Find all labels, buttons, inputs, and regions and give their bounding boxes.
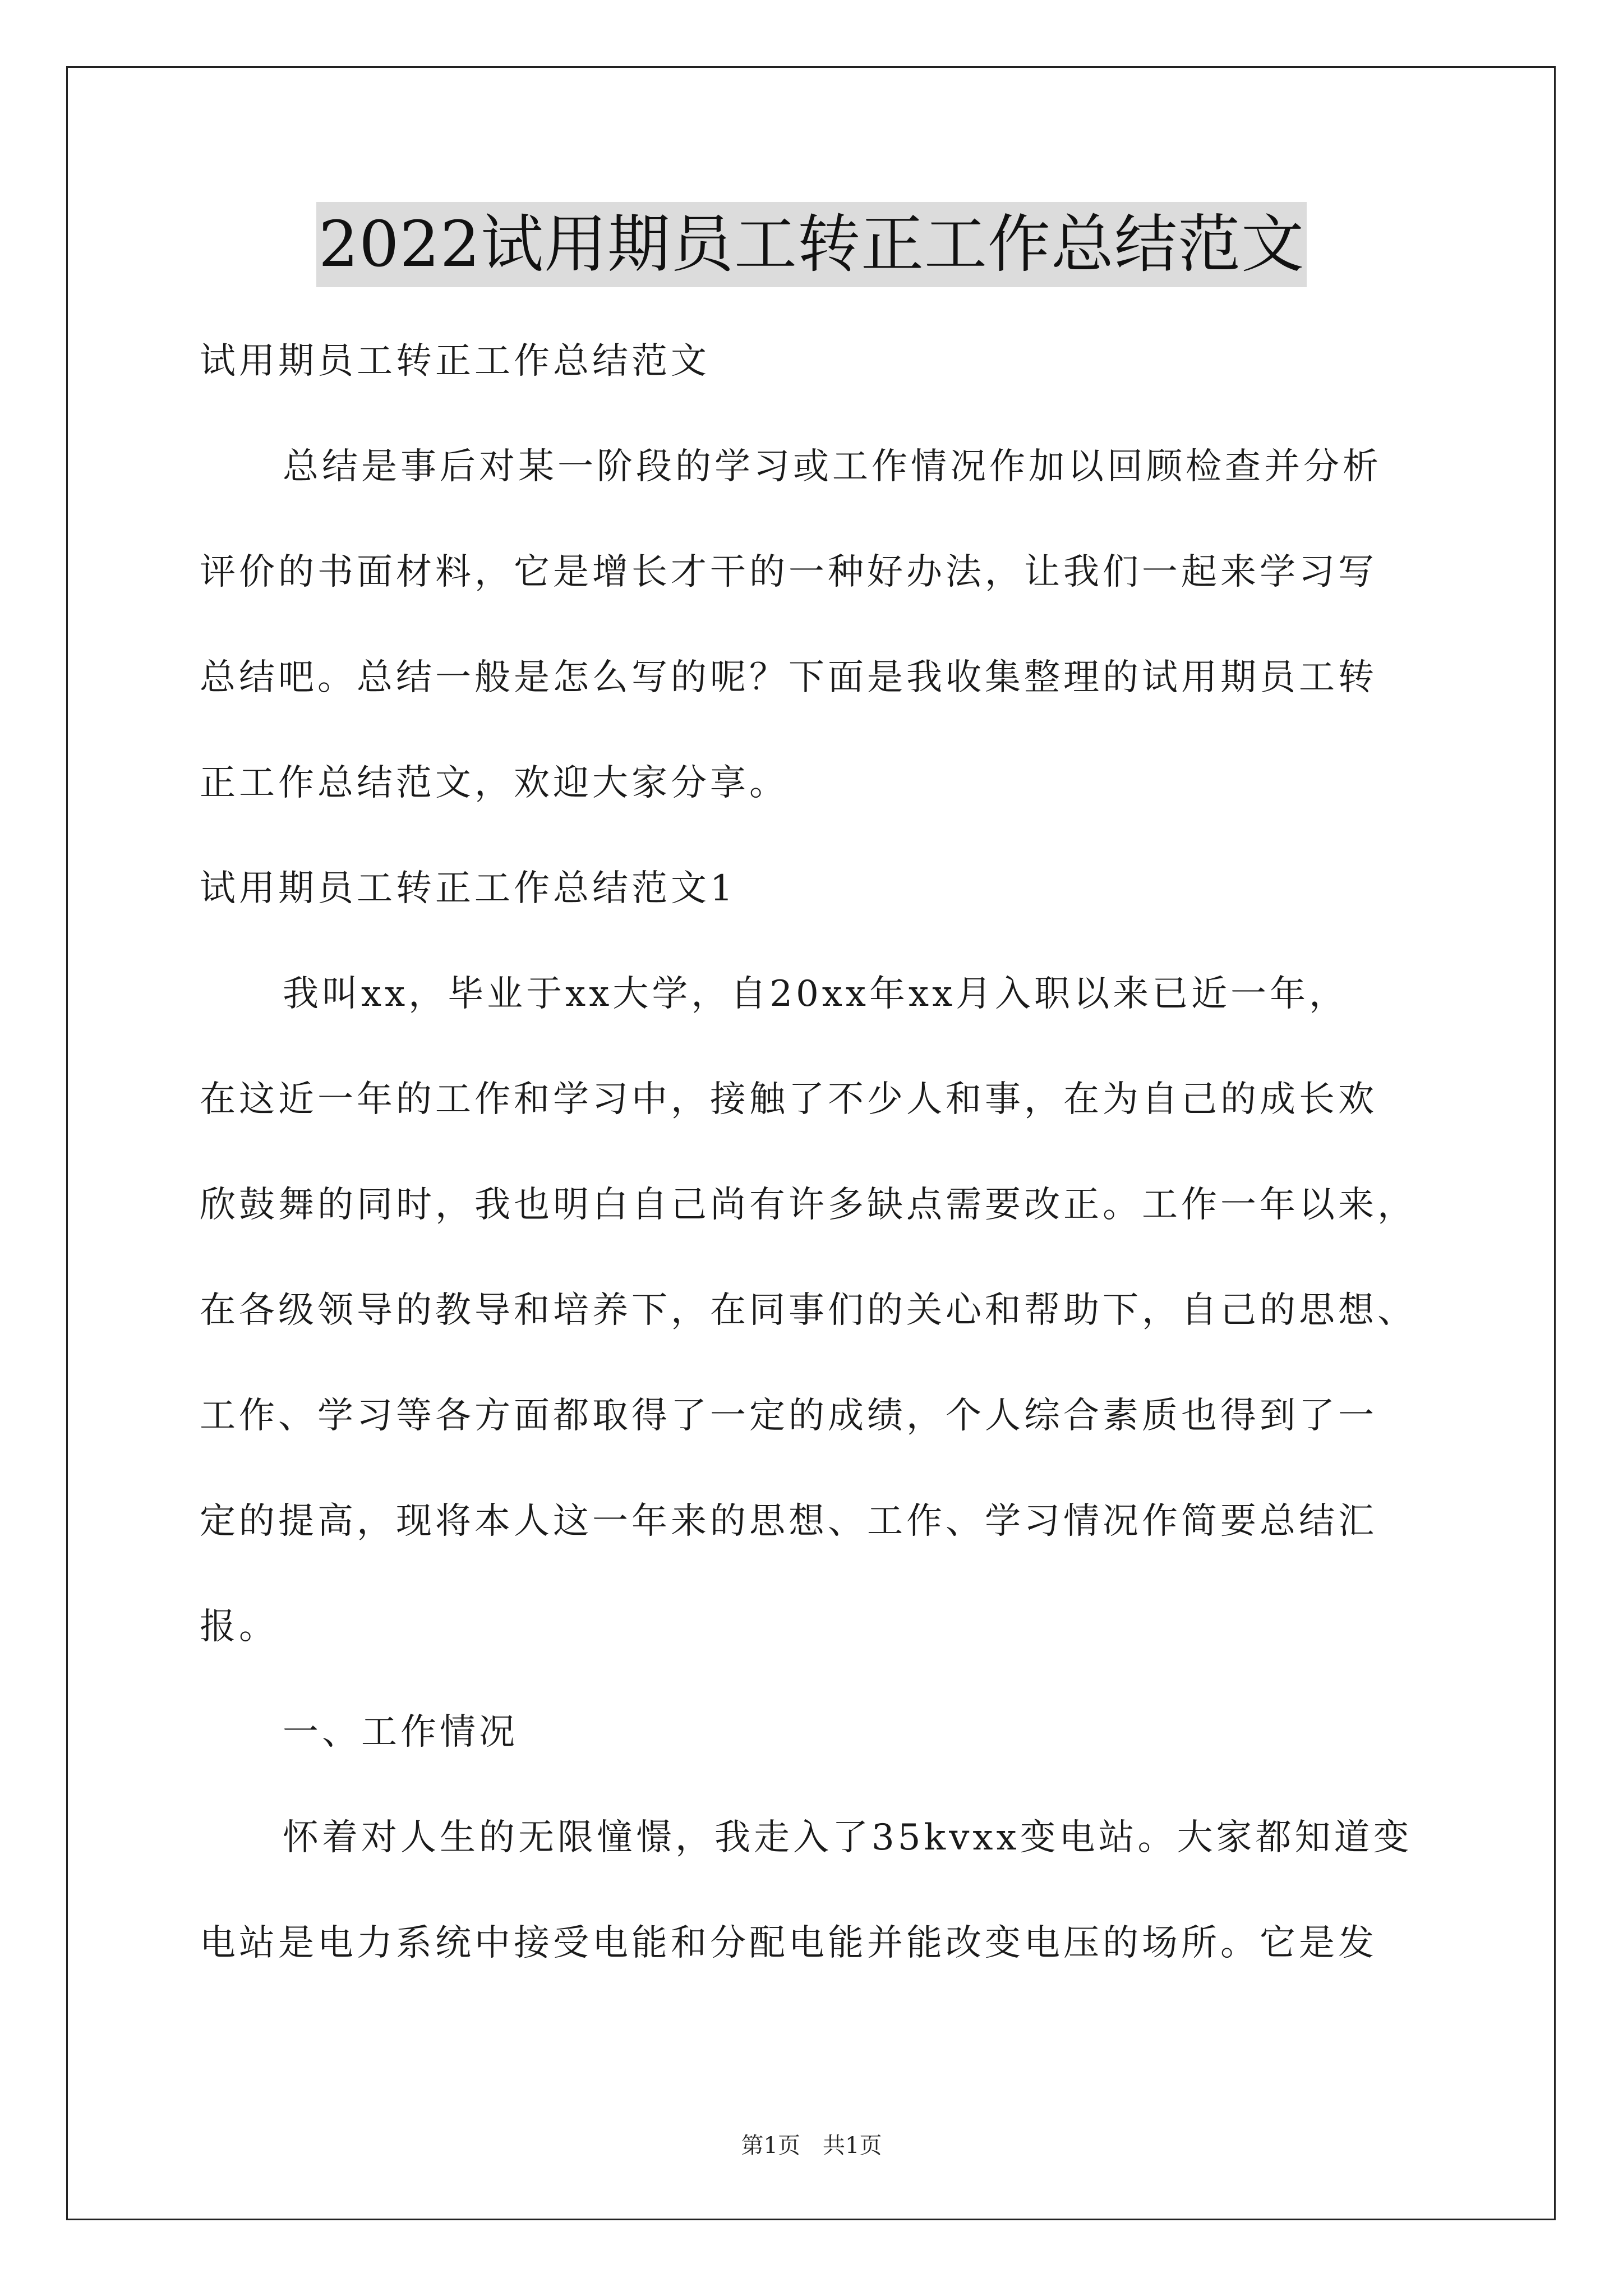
text-line: 试用期员工转正工作总结范文 [200, 341, 710, 382]
text-line: 我叫xx，毕业于xx大学，自20xx年xx月入职以来已近一年， [283, 973, 1349, 1015]
text-line: 报。 [200, 1606, 278, 1648]
document-body [200, 309, 1461, 1996]
document-title: 2022试用期员工转正工作总结范文 [316, 202, 1307, 287]
section-heading: 一、工作情况 [283, 1711, 518, 1753]
text-line: 电站是电力系统中接受电能和分配电能并能改变电压的场所。它是发 [200, 1922, 1377, 1964]
text-line: 正工作总结范文，欢迎大家分享。 [200, 762, 789, 804]
page-footer [0, 2132, 1623, 2160]
text-line: 在这近一年的工作和学习中，接触了不少人和事，在为自己的成长欢 [200, 1079, 1377, 1120]
text-line: 在各级领导的教导和培养下，在同事们的关心和帮助下，自己的思想、 [200, 1290, 1417, 1331]
text-line: 工作、学习等各方面都取得了一定的成绩，个人综合素质也得到了一 [200, 1395, 1377, 1437]
text-line: 总结是事后对某一阶段的学习或工作情况作加以回顾检查并分析 [283, 446, 1382, 487]
title-container [0, 202, 1623, 287]
text-line: 定的提高，现将本人这一年来的思想、工作、学习情况作简要总结汇 [200, 1501, 1377, 1542]
text-line: 评价的书面材料，它是增长才干的一种好办法，让我们一起来学习写 [200, 551, 1377, 593]
text-line: 欣鼓舞的同时，我也明白自己尚有许多缺点需要改正。工作一年以来， [200, 1184, 1417, 1226]
page-number: 第1页 共1页 [741, 2133, 882, 2159]
text-line: 总结吧。总结一般是怎么写的呢？下面是我收集整理的试用期员工转 [200, 657, 1377, 698]
text-line: 试用期员工转正工作总结范文1 [200, 868, 736, 909]
text-line: 怀着对人生的无限憧憬，我走入了35kvxx变电站。大家都知道变 [283, 1817, 1413, 1858]
